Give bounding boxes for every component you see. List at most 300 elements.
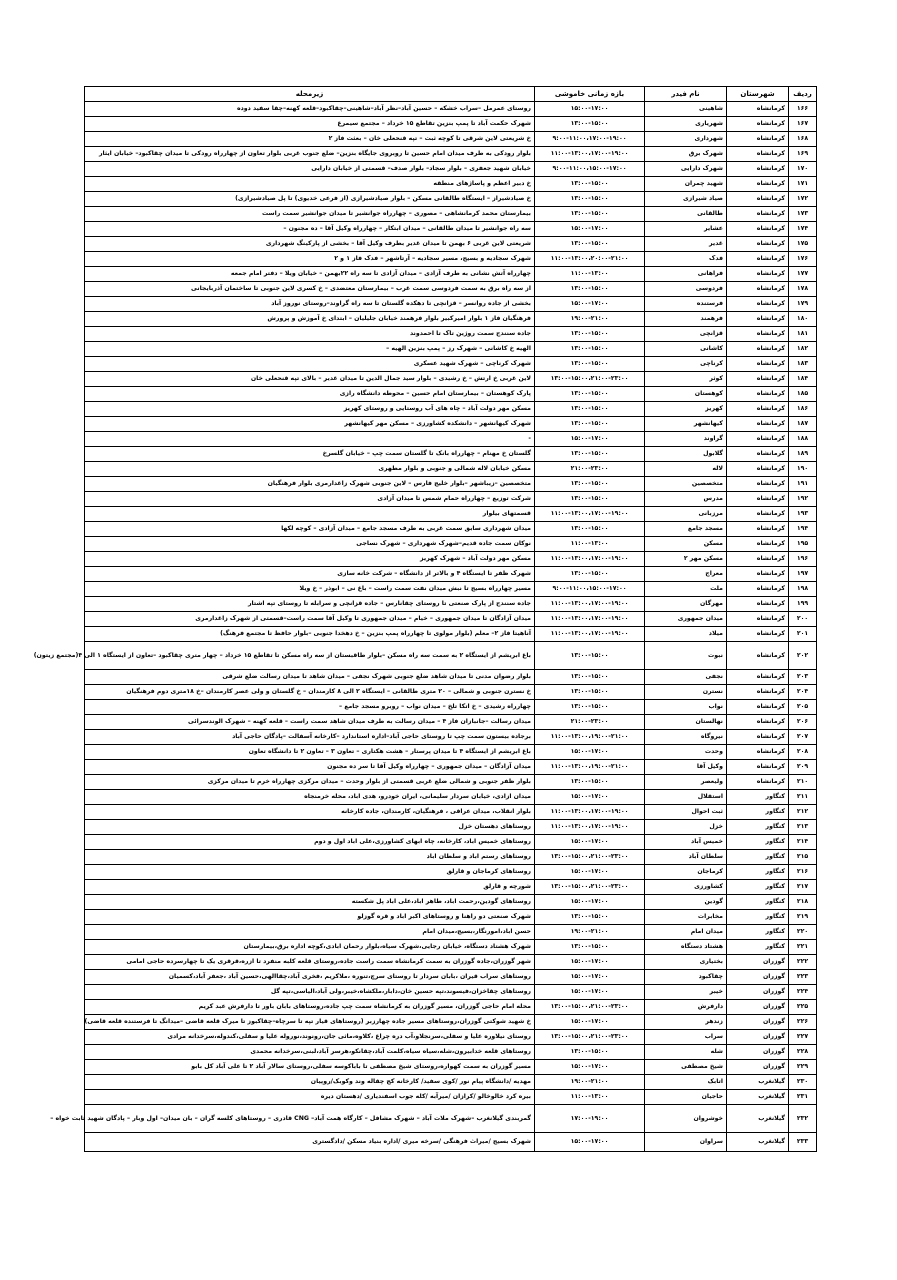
- table-row: [85, 700, 817, 715]
- row-number: ۱۶۸: [789, 132, 817, 147]
- row-number: ۱۸۳: [789, 357, 817, 372]
- row-area: روستاهای قلعه خدابیرون،شله،سیاه سیاه،کلمت آباد،چقانکو،هرسر آباد،لبنی،سرخدانه محمدی: [85, 1045, 535, 1060]
- row-number: ۲۰۹: [789, 760, 817, 775]
- row-feeder: شیخ مصطفی: [645, 1060, 727, 1075]
- row-province: کرمانشاه: [727, 477, 789, 492]
- row-number: ۱۶۶: [789, 102, 817, 117]
- row-number: ۱۶۷: [789, 117, 817, 132]
- header-time: بازه زمانی خاموشی: [535, 87, 645, 102]
- row-time: ۱۵:۰۰-۱۷:۰۰: [535, 1133, 645, 1152]
- row-feeder: ملت: [645, 582, 727, 597]
- row-province: گوزران: [727, 985, 789, 1000]
- row-area: فرهنگیان فاز ۱ بلوار امیرکبیر بلوار فرهمند خیابان جلیلیان – ابتدای خ آموزش و پرورش: [85, 312, 535, 327]
- row-number: ۱۷۶: [789, 252, 817, 267]
- row-province: کرمانشاه: [727, 730, 789, 745]
- row-feeder: فرستنده: [645, 297, 727, 312]
- row-number: ۱۹۳: [789, 507, 817, 522]
- row-number: ۱۹۹: [789, 597, 817, 612]
- row-feeder: مدرس: [645, 492, 727, 507]
- row-area: خ نسترن جنوبی و شمالی – ۲۰ متری طالقانی – ایستگاه ۲ الی ۸ کارمندان – خ گلستان و ولی عصر کارمندان –خ ۱۸متری دوم فرهنگیان: [85, 685, 535, 700]
- row-province: کرمانشاه: [727, 462, 789, 477]
- row-time: ۱۱:۰۰-۱۳:۰۰،۱۹:۰۰-۲۱:۰۰: [535, 730, 645, 745]
- row-feeder: گراوند: [645, 432, 727, 447]
- table-row: [85, 985, 817, 1000]
- table-row: [85, 177, 817, 192]
- row-province: کنگاور: [727, 865, 789, 880]
- row-time: ۱۵:۰۰-۱۷:۰۰: [535, 1060, 645, 1075]
- row-area: بیمارستان محمد کرمانشاهی – مصوری – چهارراه جوانشیر تا میدان جوانشیر سمت راست: [85, 207, 535, 222]
- row-number: ۱۸۹: [789, 447, 817, 462]
- row-time: ۱۵:۰۰-۱۷:۰۰: [535, 955, 645, 970]
- row-number: ۲۲۶: [789, 1015, 817, 1030]
- row-province: گیلانغرب: [727, 1075, 789, 1090]
- table-row: [85, 492, 817, 507]
- row-feeder: نیروگاه: [645, 730, 727, 745]
- row-province: کرمانشاه: [727, 102, 789, 117]
- row-feeder: متخصصین: [645, 477, 727, 492]
- row-time: ۱۳:۰۰-۱۵:۰۰: [535, 357, 645, 372]
- row-number: ۱۸۵: [789, 387, 817, 402]
- table-row: [85, 715, 817, 730]
- row-province: کرمانشاه: [727, 282, 789, 297]
- table-row: [85, 147, 817, 162]
- row-feeder: مسجد جامع: [645, 522, 727, 537]
- row-area: لاین غربی خ ارتش – خ رشیدی – بلوار سید جمال الدین تا میدان غدیر – بالای تپه قنحعلی خان: [85, 372, 535, 387]
- row-feeder: شهرک برق: [645, 147, 727, 162]
- row-time: ۱۳:۰۰-۱۵:۰۰،۲۱:۰۰-۲۳:۰۰: [535, 1000, 645, 1015]
- row-feeder: وحدت: [645, 745, 727, 760]
- row-number: ۲۱۰: [789, 775, 817, 790]
- row-area: شهرک بسیج /میراث فرهنگی /سرخه میری /اداره بنیاد مسکن /دادگستری: [85, 1133, 535, 1152]
- table-row: [85, 835, 817, 850]
- row-number: ۲۲۰: [789, 925, 817, 940]
- row-area: مسکن خیابان لاله شمالی و جنوبی و بلوار مطهری: [85, 462, 535, 477]
- row-time: ۱۳:۰۰-۱۵:۰۰،۲۱:۰۰-۲۳:۰۰: [535, 1030, 645, 1045]
- row-time: ۱۳:۰۰-۱۵:۰۰: [535, 237, 645, 252]
- row-feeder: فراهانی: [645, 267, 727, 282]
- row-time: ۱۳:۰۰-۱۵:۰۰: [535, 522, 645, 537]
- row-time: ۱۳:۰۰-۱۵:۰۰: [535, 492, 645, 507]
- row-time: ۱۳:۰۰-۱۵:۰۰: [535, 177, 645, 192]
- table-row: [85, 537, 817, 552]
- row-area: بلوار انقلاب، میدان عراقی ، فرهنگیان، کارمندان، جاده کارخانه: [85, 805, 535, 820]
- row-area: روستاهای دهستان خزل: [85, 820, 535, 835]
- table-row: [85, 282, 817, 297]
- row-area: میدان آزادگان تا میدان جمهوری – خیام – میدان جمهوری تا وکیل آقا سمت راست–قسمتی از شهرک زاغدارمری: [85, 612, 535, 627]
- row-number: ۱۹۷: [789, 567, 817, 582]
- row-feeder: ثبت احوال: [645, 805, 727, 820]
- row-time: ۱۳:۰۰-۱۵:۰۰: [535, 477, 645, 492]
- row-area: شریعتی لاین غربی ۶ بهمن تا میدان غدیر بطرف وکیل آقا – بخشی از پارکینگ شهرداری: [85, 237, 535, 252]
- table-row: [85, 162, 817, 177]
- row-time: ۱۳:۰۰-۱۵:۰۰: [535, 775, 645, 790]
- row-time: ۱۵:۰۰-۱۷:۰۰: [535, 970, 645, 985]
- row-feeder: میلاد: [645, 627, 727, 642]
- row-area: خ صیادشیراز – ایستگاه طالقانی مسکن – بلوار صیادشیرازی (از فرعی خدیوی) تا پل صیادشیرازی): [85, 192, 535, 207]
- row-number: ۲۲۸: [789, 1045, 817, 1060]
- table-row: [85, 642, 817, 670]
- row-feeder: ولیعصر: [645, 775, 727, 790]
- row-province: کرمانشاه: [727, 670, 789, 685]
- row-area: -: [85, 432, 535, 447]
- row-area: بیره کرد خالوخالو /کرازان /میرآبه /کله جوب اسفندیاری /دهستان دیره: [85, 1090, 535, 1105]
- row-area: روستاهای کرماجان و قارلق: [85, 865, 535, 880]
- table-row: [85, 627, 817, 642]
- row-area: شهرک کرناچی – شهرک شهید عسکری: [85, 357, 535, 372]
- row-number: ۱۷۷: [789, 267, 817, 282]
- header-feeder: نام فیدر: [645, 87, 727, 102]
- table-row: [85, 327, 817, 342]
- header-radif: ردیف: [789, 87, 817, 102]
- row-province: کرمانشاه: [727, 715, 789, 730]
- row-number: ۲۰۱: [789, 627, 817, 642]
- table-row: [85, 612, 817, 627]
- row-time: ۱۳:۰۰-۱۵:۰۰: [535, 700, 645, 715]
- row-time: ۱۱:۰۰-۱۳:۰۰: [535, 1090, 645, 1105]
- table-row: [85, 1090, 817, 1105]
- row-province: کرمانشاه: [727, 237, 789, 252]
- row-province: کرمانشاه: [727, 402, 789, 417]
- row-number: ۱۹۸: [789, 582, 817, 597]
- row-time: ۱۳:۰۰-۱۵:۰۰،۲۱:۰۰-۲۳:۰۰: [535, 850, 645, 865]
- row-province: کنگاور: [727, 820, 789, 835]
- row-time: ۱۵:۰۰-۱۷:۰۰: [535, 745, 645, 760]
- row-number: ۲۳۳: [789, 1133, 817, 1152]
- row-province: گوزران: [727, 1015, 789, 1030]
- table-row: [85, 955, 817, 970]
- row-time: ۱۳:۰۰-۱۵:۰۰: [535, 910, 645, 925]
- row-feeder: استقلال: [645, 790, 727, 805]
- row-feeder: فرهمند: [645, 312, 727, 327]
- row-time: ۱۵:۰۰-۱۷:۰۰: [535, 790, 645, 805]
- row-area: روستاهای چقاخزان،فیسوند،تپه حسین خان،دابار،ملکشاه،خیبر،ولی آباد،الیاسی،تپه گل: [85, 985, 535, 1000]
- row-number: ۲۲۲: [789, 955, 817, 970]
- row-time: ۱۳:۰۰-۱۵:۰۰،۲۱:۰۰-۲۳:۰۰: [535, 372, 645, 387]
- row-province: گیلانغرب: [727, 1105, 789, 1133]
- row-feeder: خزل: [645, 820, 727, 835]
- table-body: [33, 102, 817, 1152]
- row-number: ۱۸۷: [789, 417, 817, 432]
- outage-table: [33, 86, 817, 1152]
- row-feeder: مخابرات: [645, 910, 727, 925]
- row-number: ۲۳۲: [789, 1105, 817, 1133]
- row-province: کرمانشاه: [727, 612, 789, 627]
- row-feeder: عشایر: [645, 222, 727, 237]
- table-row: [85, 1015, 817, 1030]
- table-row: [85, 745, 817, 760]
- row-area: مسکن مهر دولت آباد – شهرک کهریز: [85, 552, 535, 567]
- row-time: ۱۳:۰۰-۱۵:۰۰،۲۱:۰۰-۲۳:۰۰: [535, 880, 645, 895]
- row-area: مسکن مهر دولت آباد – چاه های آب روستایی و روستای کهریز: [85, 402, 535, 417]
- row-number: ۲۲۹: [789, 1060, 817, 1075]
- row-number: ۱۹۶: [789, 552, 817, 567]
- row-feeder: خمیس آباد: [645, 835, 727, 850]
- row-province: کرمانشاه: [727, 447, 789, 462]
- row-time: ۱۳:۰۰-۱۵:۰۰: [535, 940, 645, 955]
- row-province: کرمانشاه: [727, 162, 789, 177]
- table-row: [85, 597, 817, 612]
- row-area: شهرک سجادیه و بسیج، مسیر سجادیه – آرتاشهر – فدک فاز ۱ و ۲: [85, 252, 535, 267]
- row-number: ۲۰۸: [789, 745, 817, 760]
- row-area: قسمتهای بیلوار: [85, 507, 535, 522]
- row-province: کرمانشاه: [727, 507, 789, 522]
- table-row: [85, 192, 817, 207]
- row-time: ۱۳:۰۰-۱۵:۰۰: [535, 207, 645, 222]
- table-row: [85, 670, 817, 685]
- row-area: شهرک ظفر تا ایستگاه ۴ و بالاتر از دانشگاه – شرکت خانه سازی: [85, 567, 535, 582]
- row-province: گوزران: [727, 1030, 789, 1045]
- row-province: کرمانشاه: [727, 582, 789, 597]
- row-time: ۹:۰۰-۱۱:۰۰،۱۵:۰۰-۱۷:۰۰: [535, 162, 645, 177]
- table-row: [85, 567, 817, 582]
- row-area: گمربندی گیلانغرب –شهرک ملات آباد – شهرک مشافل – کارگاه همت آباد– CNG قادری – روستاهای کلسه گران – بان میدان– اول وبار – پادگان شهید ثابت خواه –: [85, 1105, 535, 1133]
- row-feeder: اتابک: [645, 1075, 727, 1090]
- row-number: ۱۷۹: [789, 297, 817, 312]
- row-time: ۱۳:۰۰-۱۵:۰۰: [535, 685, 645, 700]
- row-area: میدان آزادگان – میدان جمهوری – چهارراه وکیل آقا تا سر ده مجنون: [85, 760, 535, 775]
- row-number: ۱۸۲: [789, 342, 817, 357]
- table-row: [85, 357, 817, 372]
- row-province: کرمانشاه: [727, 342, 789, 357]
- row-province: کرمانشاه: [727, 297, 789, 312]
- table-row: [85, 582, 817, 597]
- row-feeder: کاشانی: [645, 342, 727, 357]
- row-area: خ دبیر اعظم و پاساژهای منطقه: [85, 177, 535, 192]
- row-province: گوزران: [727, 1045, 789, 1060]
- row-time: ۱۳:۰۰-۱۵:۰۰: [535, 447, 645, 462]
- table-header-row: [85, 87, 817, 102]
- table-row: [85, 132, 817, 147]
- row-time: ۱۳:۰۰-۱۵:۰۰: [535, 327, 645, 342]
- row-area: آناهیتا فاز ۲– معلم (بلوار مولوی تا چهارراه پمپ بنزین – خ دهخدا جنوبی –بلوار حافظ تا مجتمع فرهنگ): [85, 627, 535, 642]
- table-row: [85, 895, 817, 910]
- table-row: [85, 1133, 817, 1152]
- row-province: کرمانشاه: [727, 552, 789, 567]
- row-area: شهرک هشتاد دستگاه، خیابان رجایی،شهرک سیاه،بلوار رحمان ابادی،کوچه اداره برق،بیمارستان: [85, 940, 535, 955]
- table-row: [85, 477, 817, 492]
- row-time: ۱۱:۰۰-۱۳:۰۰: [535, 267, 645, 282]
- row-time: ۱۱:۰۰-۱۳:۰۰: [535, 537, 645, 552]
- row-number: ۲۱۸: [789, 895, 817, 910]
- row-area: مسیر چهارراه بسیج تا نبش میدان نفت سمت راست – باغ نی – ابوذر – خ ویلا: [85, 582, 535, 597]
- row-province: کرمانشاه: [727, 522, 789, 537]
- row-number: ۱۷۴: [789, 222, 817, 237]
- row-time: ۱۳:۰۰-۱۵:۰۰: [535, 387, 645, 402]
- row-number: ۲۱۶: [789, 865, 817, 880]
- row-province: کرمانشاه: [727, 537, 789, 552]
- row-number: ۱۷۳: [789, 207, 817, 222]
- table-row: [85, 790, 817, 805]
- row-feeder: گودین: [645, 895, 727, 910]
- row-number: ۲۲۴: [789, 985, 817, 1000]
- row-feeder: سراب: [645, 1030, 727, 1045]
- table-row: [85, 342, 817, 357]
- table-row: [85, 1000, 817, 1015]
- row-area: خیابان شهید جعفری – بلوار سجاد– بلوار صدف– قسمتی از خیابان دارایی: [85, 162, 535, 177]
- row-area: بلوار رودکی به طرف میدان امام حسین تا روبروی جایگاه بنزین– ضلع جنوب غربی بلوار تعاون از چهارراه رودکی تا میدان چقاکبود– خیابان ایثار: [85, 147, 535, 162]
- row-area: سه راه جوانشیر تا میدان طالقانی – میدان ابتکار – چهارراه وکیل آقا – ده مجنون –: [85, 222, 535, 237]
- row-feeder: غدیر: [645, 237, 727, 252]
- row-province: کنگاور: [727, 805, 789, 820]
- row-area: مهدیه /دانشگاه پیام نور /کوی سفید/ کارخانه کج چقاله وند وکوبک/روپیان: [85, 1075, 535, 1090]
- row-area: شهرک حکمت آباد تا پمپ بنزین تقاطع ۱۵ خرداد – مجتمع سیمرغ: [85, 117, 535, 132]
- row-time: ۱۵:۰۰-۱۷:۰۰: [535, 835, 645, 850]
- row-area: باغ ابریشم از ایستگاه ۴ تا میدان پرستار – هشت هکتاری – تعاون ۳ – تعاون ۲ تا دانشگاه تعاون: [85, 745, 535, 760]
- row-feeder: زندهر: [645, 1015, 727, 1030]
- row-feeder: کوهستان: [645, 387, 727, 402]
- row-feeder: مهرگان: [645, 597, 727, 612]
- table-row: [85, 940, 817, 955]
- row-area: بلوار رضوان مدنی تا میدان شاهد ضلع جنوبی شهرک نجفی – میدان شاهد تا میدان رسالت ضلع شرقی: [85, 670, 535, 685]
- row-area: برجاده بیستون سمت چپ تا روستای حاجی آباد–اداره استاندارد –کارخانه آسفالت –پادگان حاجی آباد: [85, 730, 535, 745]
- row-province: کنگاور: [727, 835, 789, 850]
- row-number: ۱۷۰: [789, 162, 817, 177]
- row-province: کنگاور: [727, 895, 789, 910]
- table-row: [85, 850, 817, 865]
- row-area: حسن اباد،امورنگار،بسیج،میدان امام: [85, 925, 535, 940]
- row-time: ۱۱:۰۰-۱۳:۰۰،۱۷:۰۰-۱۹:۰۰: [535, 507, 645, 522]
- row-time: ۱۵:۰۰-۱۷:۰۰: [535, 985, 645, 1000]
- row-time: ۱۱:۰۰-۱۳:۰۰،۱۷:۰۰-۱۹:۰۰: [535, 597, 645, 612]
- table-row: [85, 117, 817, 132]
- row-number: ۱۹۰: [789, 462, 817, 477]
- row-feeder: معراج: [645, 567, 727, 582]
- outage-schedule-sheet: [33, 86, 816, 1152]
- table-row: [85, 1105, 817, 1133]
- row-feeder: خیبر: [645, 985, 727, 1000]
- table-row: [85, 237, 817, 252]
- row-feeder: مسکن مهر ۲: [645, 552, 727, 567]
- row-time: ۱۱:۰۰-۱۳:۰۰،۱۷:۰۰-۱۹:۰۰: [535, 805, 645, 820]
- table-row: [85, 267, 817, 282]
- row-number: ۲۱۳: [789, 820, 817, 835]
- row-time: ۱۷:۰۰-۱۹:۰۰: [535, 1105, 645, 1133]
- row-feeder: گلابول: [645, 447, 727, 462]
- table-row: [85, 925, 817, 940]
- row-area: جاده سنندج سمت روژین تاک تا احمدوند: [85, 327, 535, 342]
- table-row: [85, 880, 817, 895]
- table-row: [85, 507, 817, 522]
- row-time: ۱۳:۰۰-۱۵:۰۰: [535, 342, 645, 357]
- row-area: روستاهای خمیس اباد، کارخانه، چاه ابهای کشاورزی،علی اباد اول و دوم: [85, 835, 535, 850]
- row-time: ۹:۰۰-۱۱:۰۰،۱۵:۰۰-۱۷:۰۰: [535, 582, 645, 597]
- row-feeder: لاله: [645, 462, 727, 477]
- row-area: میدان ازادی، خیابان سردار سلیمانی، ایران خودرو، هدی اباد، محله خرمنجاه: [85, 790, 535, 805]
- row-feeder: کوثر: [645, 372, 727, 387]
- row-province: کرمانشاه: [727, 327, 789, 342]
- row-time: ۱۳:۰۰-۱۵:۰۰: [535, 670, 645, 685]
- table-row: [85, 372, 817, 387]
- row-province: کرمانشاه: [727, 417, 789, 432]
- row-feeder: بختیاری: [645, 955, 727, 970]
- table-row: [85, 462, 817, 477]
- row-province: کرمانشاه: [727, 597, 789, 612]
- row-time: ۱۹:۰۰-۲۱:۰۰: [535, 925, 645, 940]
- row-feeder: چقاکبود: [645, 970, 727, 985]
- row-province: کرمانشاه: [727, 177, 789, 192]
- header-area: زیرمحله: [85, 87, 535, 102]
- table-row: [85, 1060, 817, 1075]
- row-feeder: شهریاری: [645, 117, 727, 132]
- table-row: [85, 417, 817, 432]
- row-area: خ شهید شوکتی گوزران،روستاهای مسیر جاده چهارزبر (روستاهای قیار تپه تا سرچاه–چقاکبوز تا میرک قلعه قاضی –میدانگ تا فرستنده قلعه قاضی): [85, 1015, 535, 1030]
- row-number: ۱۸۶: [789, 402, 817, 417]
- row-province: کرمانشاه: [727, 357, 789, 372]
- row-time: ۱۳:۰۰-۱۵:۰۰: [535, 192, 645, 207]
- row-province: کرمانشاه: [727, 222, 789, 237]
- row-feeder: هشتاد دستگاه: [645, 940, 727, 955]
- row-area: مسیر گوزران به سمت کهواره،روستای شیخ مصطفی تا باباکوسه سفلی،روستای سالار آباد ۲ تا علی آباد کل بابو: [85, 1060, 535, 1075]
- row-area: شهر گوزران،جاده گوزران به سمت کرمانشاه سمت راست جاده،روستای قلعه کلبه منفرد تا ازره،قرقری یک تا چهارسرده حاجی امامی: [85, 955, 535, 970]
- table-row: [85, 970, 817, 985]
- row-time: ۲۱:۰۰-۲۳:۰۰: [535, 715, 645, 730]
- row-area: میدان شهرداری سابق سمت غربی به طرف مسجد جامع – میدان آزادی – کوچه لکها: [85, 522, 535, 537]
- table-row: [85, 387, 817, 402]
- row-province: کنگاور: [727, 850, 789, 865]
- row-area: روستای نیلاوره علیا و سفلی،سرنجلاو،آب دره چراغ ،کلاوه،ماثی جان،رونوند،نوروله علیا و سفلی،کندوله،سرخدانه مرادی: [85, 1030, 535, 1045]
- row-number: ۱۷۸: [789, 282, 817, 297]
- row-feeder: نهالستان: [645, 715, 727, 730]
- row-area: خ شریعتی لاین شرقی تا کوچه ثبت – تپه قنحعلی خان – بعثت فاز ۲: [85, 132, 535, 147]
- row-province: کرمانشاه: [727, 312, 789, 327]
- row-province: کرمانشاه: [727, 492, 789, 507]
- table-row: [85, 820, 817, 835]
- row-feeder: حاجیان: [645, 1090, 727, 1105]
- table-row: [85, 685, 817, 700]
- row-feeder: صیاد شیرازی: [645, 192, 727, 207]
- row-feeder: کیهانشهر: [645, 417, 727, 432]
- row-number: ۲۰۳: [789, 670, 817, 685]
- row-time: ۱۱:۰۰-۱۳:۰۰،۱۷:۰۰-۱۹:۰۰: [535, 612, 645, 627]
- table-row: [85, 865, 817, 880]
- row-area: جاده سنندج از پارک صنعتی تا روستای چقانارس – جاده قزانچی و سرابله تا روستای تپه اشتار: [85, 597, 535, 612]
- row-time: ۱۱:۰۰-۱۳:۰۰،۱۷:۰۰-۱۹:۰۰: [535, 627, 645, 642]
- row-area: محله امام حاجی گوزران، مسیر گوزران به کرمانشاه سمت چپ جاده،روستاهای بابان باور تا دارفرش عبد کریم: [85, 1000, 535, 1015]
- row-feeder: مسکن: [645, 537, 727, 552]
- row-province: کرمانشاه: [727, 117, 789, 132]
- row-number: ۱۷۵: [789, 237, 817, 252]
- row-time: ۱۳:۰۰-۱۵:۰۰: [535, 282, 645, 297]
- row-area: بلوار ظفر جنوبی و شمالی ضلع غربی قسمتی از بلوار وحدت – میدان مرکزی چهارراه خرم تا میدان مرکزی: [85, 775, 535, 790]
- row-province: کرمانشاه: [727, 642, 789, 670]
- row-time: ۹:۰۰-۱۱:۰۰،۱۷:۰۰-۱۹:۰۰: [535, 132, 645, 147]
- row-number: ۱۹۴: [789, 522, 817, 537]
- row-number: ۲۰۲: [789, 642, 817, 670]
- row-area: روستای عمرمل –سراب خشکه – حسین آباد–نظر آباد–شاهینی–چقاکبود–قلعه کهنه–چقا سفید دوده: [85, 102, 535, 117]
- table-row: [85, 447, 817, 462]
- row-number: ۲۲۱: [789, 940, 817, 955]
- row-time: ۱۵:۰۰-۱۷:۰۰: [535, 222, 645, 237]
- row-time: ۱۹:۰۰-۲۱:۰۰: [535, 312, 645, 327]
- header-province: شهرستان: [727, 87, 789, 102]
- row-area: میدان رسالت –جانبازان فاز ۴ – میدان رسالت به طرف میدان شاهد سمت راست – قلعه کهنه – شهرک الوندسرائی: [85, 715, 535, 730]
- row-number: ۱۸۸: [789, 432, 817, 447]
- row-time: ۱۱:۰۰-۱۳:۰۰،۱۷:۰۰-۱۹:۰۰: [535, 552, 645, 567]
- table-row: [85, 910, 817, 925]
- row-number: ۲۲۵: [789, 1000, 817, 1015]
- row-feeder: شهید چمران: [645, 177, 727, 192]
- row-number: ۱۹۲: [789, 492, 817, 507]
- row-number: ۲۲۷: [789, 1030, 817, 1045]
- row-number: ۲۳۱: [789, 1090, 817, 1105]
- row-feeder: شاهینی: [645, 102, 727, 117]
- row-feeder: خوشروان: [645, 1105, 727, 1133]
- row-province: کرمانشاه: [727, 567, 789, 582]
- row-province: گوزران: [727, 970, 789, 985]
- row-area: چهارراه آتش نشانی به طرف آزادی – میدان آزادی تا سه راه ۲۲بهمن – خیابان ویلا – دفتر امام جمعه: [85, 267, 535, 282]
- row-feeder: نواب: [645, 700, 727, 715]
- table-row: [85, 402, 817, 417]
